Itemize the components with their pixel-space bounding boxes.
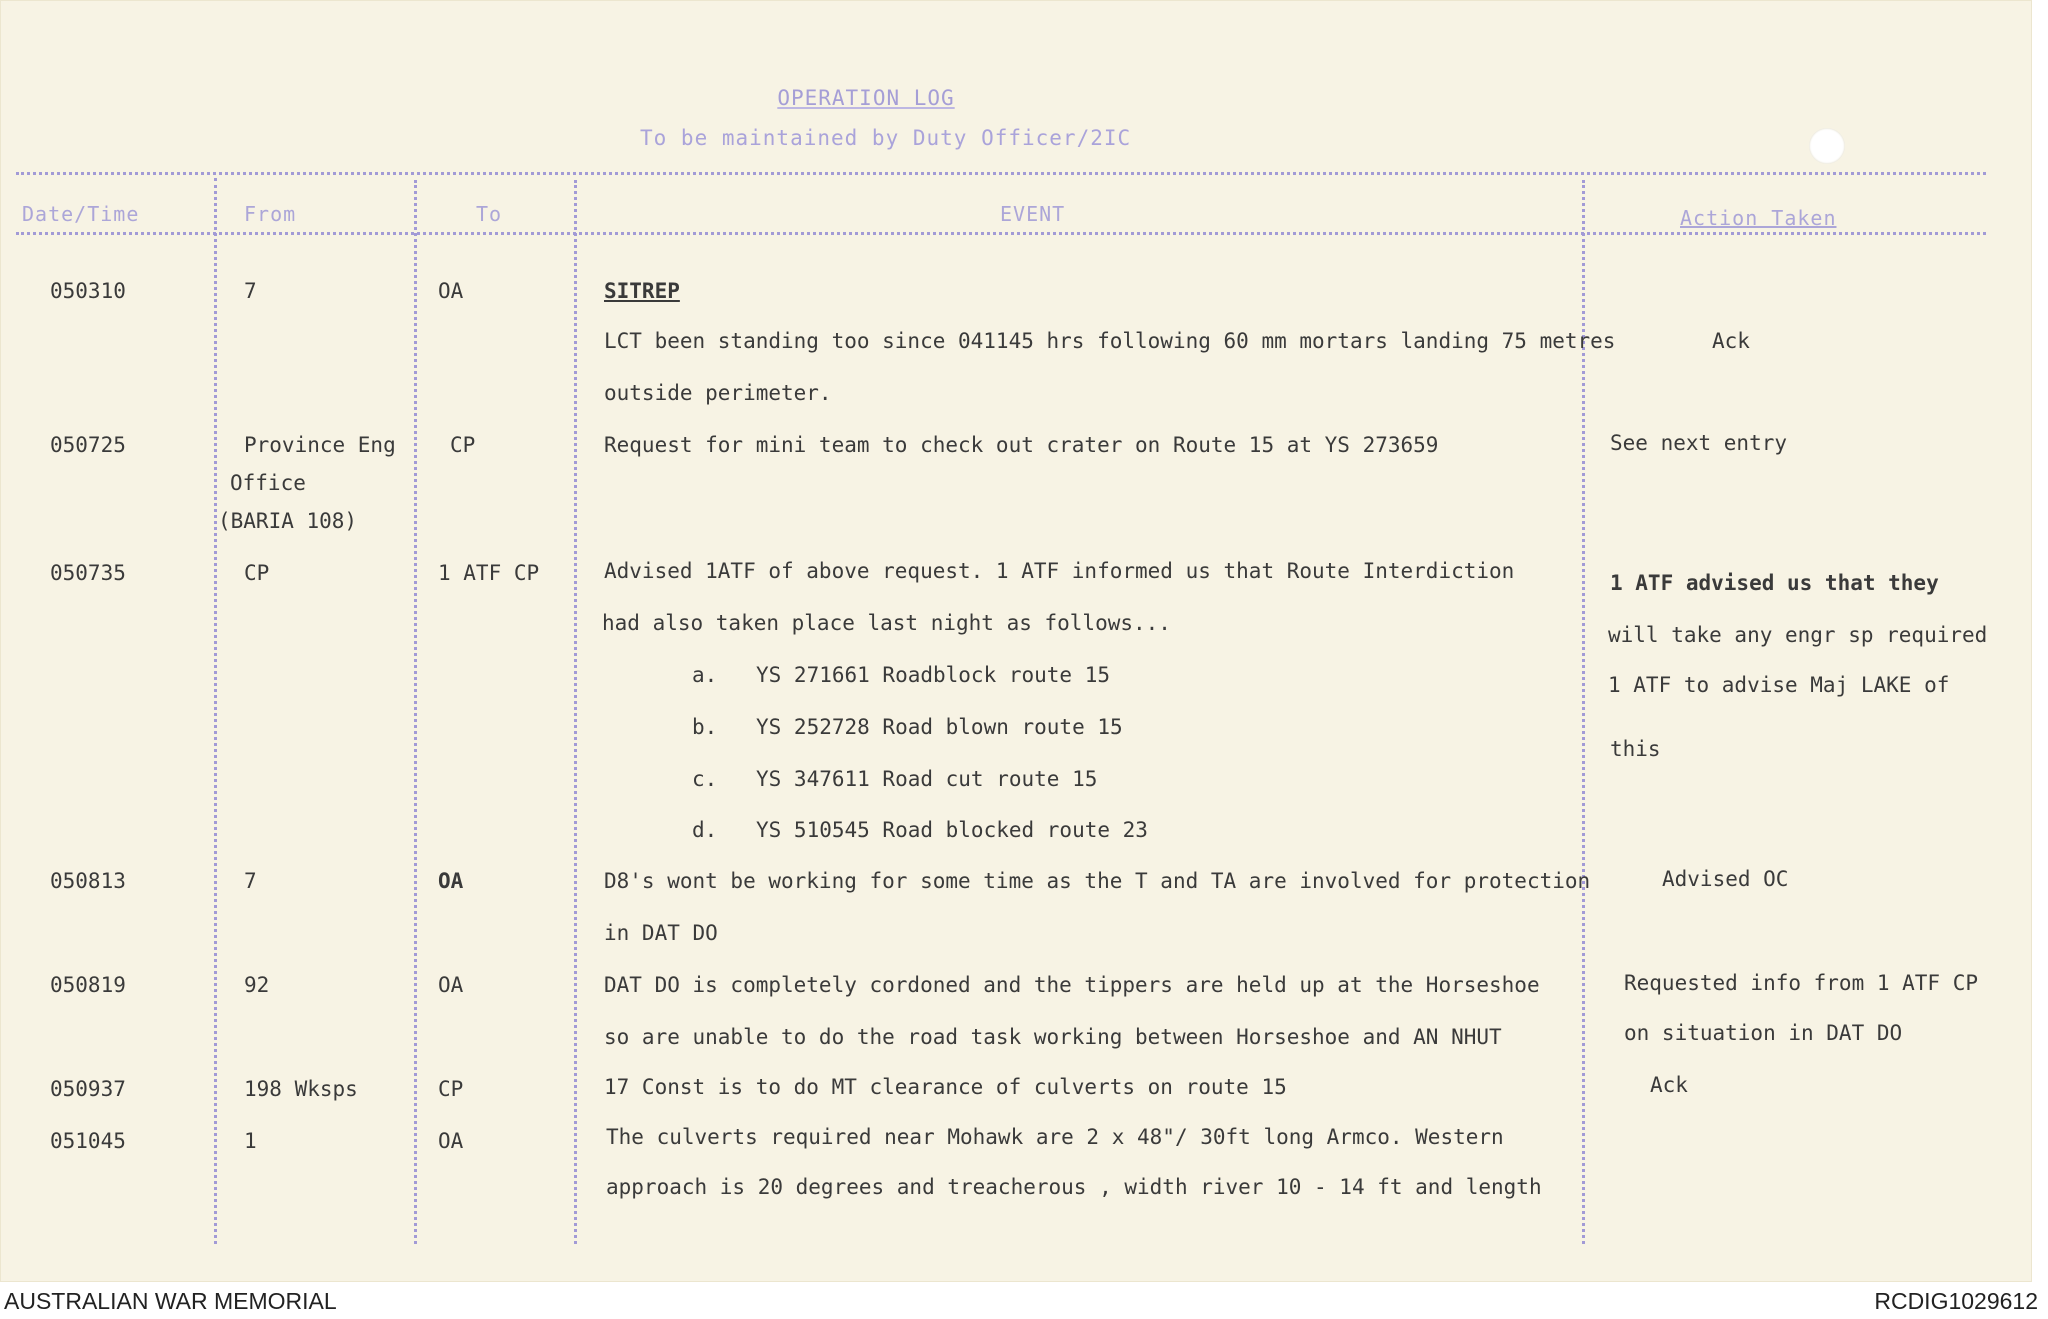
entry-from: 92 — [244, 973, 270, 997]
entry-event-line: in DAT DO — [604, 921, 718, 945]
entry-event-line: The culverts required near Mohawk are 2 x 48"/ 30ft long Armco. Western — [606, 1125, 1504, 1149]
entry-time: 050813 — [50, 869, 126, 893]
column-divider — [214, 178, 217, 1244]
list-item-letter: a. — [692, 663, 718, 687]
list-item-text: YS 347611 Road cut route 15 — [756, 767, 1098, 791]
entry-time: 050735 — [50, 561, 126, 585]
column-header-action: Action Taken — [1680, 206, 1837, 230]
entry-to: OA — [438, 869, 464, 893]
entry-action: See next entry — [1610, 431, 1788, 455]
entry-from: 7 — [244, 279, 257, 303]
entry-event-line: Advised 1ATF of above request. 1 ATF informed us that Route Interdiction — [604, 559, 1515, 583]
entry-to: CP — [450, 433, 476, 457]
header-bottom-rule — [16, 232, 1986, 235]
entry-to: OA — [438, 1129, 464, 1153]
list-item-letter: b. — [692, 715, 718, 739]
entry-to: CP — [438, 1077, 464, 1101]
column-header-event: EVENT — [1000, 202, 1066, 226]
entry-to: 1 ATF CP — [438, 561, 540, 585]
entry-event-line: so are unable to do the road task working between Horseshoe and AN NHUT — [604, 1025, 1502, 1049]
entry-action: Ack — [1650, 1073, 1688, 1097]
entry-event-line: DAT DO is completely cordoned and the tippers are held up at the Horseshoe — [604, 973, 1540, 997]
entry-action: on situation in DAT DO — [1624, 1021, 1903, 1045]
list-item-text: YS 510545 Road blocked route 23 — [756, 818, 1148, 842]
entry-from: (BARIA 108) — [218, 509, 358, 533]
archive-footer — [0, 1282, 2048, 1319]
entry-event-line: outside perimeter. — [604, 381, 832, 405]
entry-from: 198 Wksps — [244, 1077, 358, 1101]
table-top-rule — [16, 172, 1986, 175]
column-divider — [414, 180, 417, 1244]
entry-to: OA — [438, 973, 464, 997]
entry-action: 1 ATF advised us that they — [1610, 571, 1939, 595]
punch-hole — [1809, 128, 1845, 164]
entry-from: Province Eng — [244, 433, 396, 457]
column-header-datetime: Date/Time — [22, 202, 140, 226]
list-item-text: YS 271661 Roadblock route 15 — [756, 663, 1111, 687]
entry-time: 050725 — [50, 433, 126, 457]
entry-action: will take any engr sp required — [1608, 623, 1988, 647]
archive-reference: RCDIG1029612 — [1874, 1288, 2038, 1314]
entry-time: 050937 — [50, 1077, 126, 1101]
entry-time: 051045 — [50, 1129, 126, 1153]
entry-action: Advised OC — [1662, 867, 1789, 891]
entry-from: Office — [230, 471, 306, 495]
entry-event-line: Request for mini team to check out crater on Route 15 at YS 273659 — [604, 433, 1439, 457]
entry-event-line: approach is 20 degrees and treacherous , width river 10 - 14 ft and length — [606, 1175, 1542, 1199]
entry-time: 050819 — [50, 973, 126, 997]
entry-from: 7 — [244, 869, 257, 893]
list-item-letter: d. — [692, 818, 718, 842]
entry-event-line: 17 Const is to do MT clearance of culverts on route 15 — [604, 1075, 1287, 1099]
log-title: OPERATION LOG — [777, 86, 955, 110]
entry-action: Requested info from 1 ATF CP — [1624, 971, 1979, 995]
column-header-from: From — [244, 202, 297, 226]
entry-action: this — [1610, 737, 1661, 761]
entry-action: 1 ATF to advise Maj LAKE of — [1608, 673, 1950, 697]
entry-from: 1 — [244, 1129, 257, 1153]
log-subtitle: To be maintained by Duty Officer/2IC — [640, 126, 1132, 150]
entry-event-heading: SITREP — [604, 279, 680, 303]
list-item-letter: c. — [692, 767, 718, 791]
entry-to: OA — [438, 279, 464, 303]
list-item-text: YS 252728 Road blown route 15 — [756, 715, 1123, 739]
entry-from: CP — [244, 561, 270, 585]
column-divider — [574, 180, 577, 1244]
entry-event-line: D8's wont be working for some time as the T and TA are involved for protection — [604, 869, 1591, 893]
archive-name: AUSTRALIAN WAR MEMORIAL — [4, 1288, 337, 1314]
entry-event-line: LCT been standing too since 041145 hrs following 60 mm mortars landing 75 metres — [604, 329, 1616, 353]
column-header-to: To — [476, 202, 503, 226]
entry-event-line: had also taken place last night as follows... — [602, 611, 1171, 635]
entry-time: 050310 — [50, 279, 126, 303]
entry-action: Ack — [1712, 329, 1750, 353]
